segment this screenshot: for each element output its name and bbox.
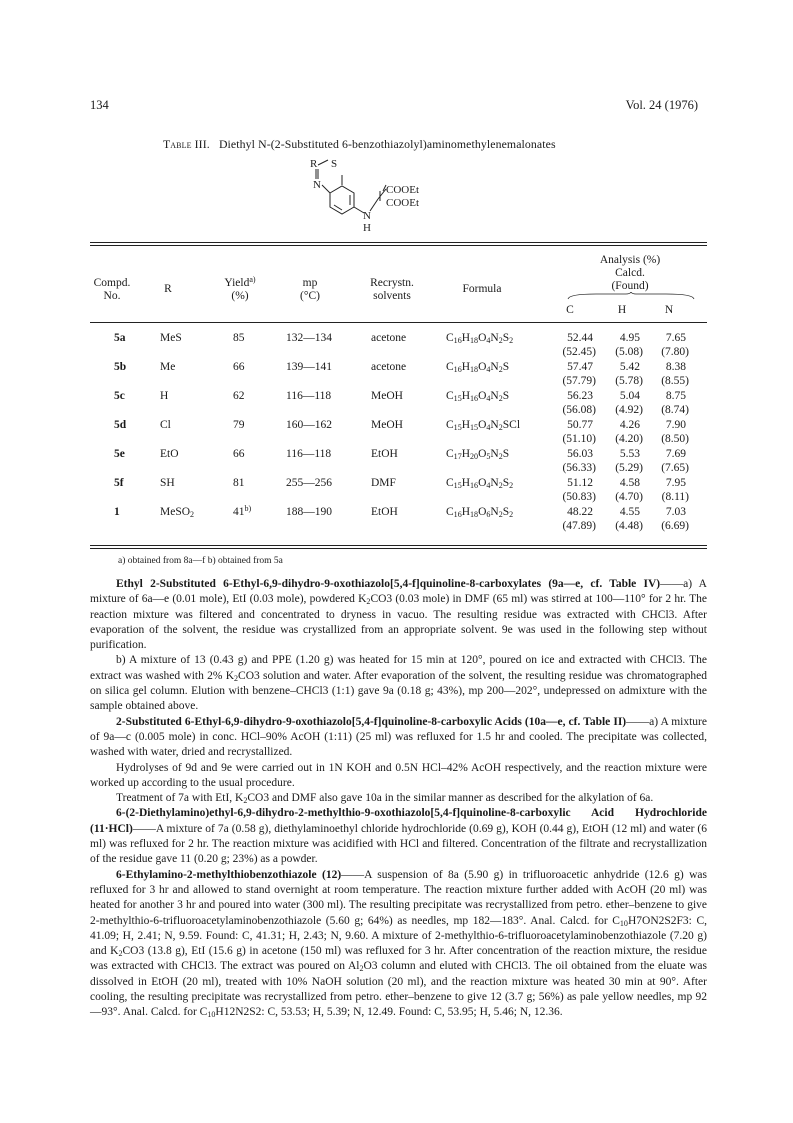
benzothiazole-structure [300,155,500,235]
row-solvent: acetone [371,361,407,373]
row-r: MeSO$_2$ [160,506,195,519]
row-found-c: (52.45) [562,346,596,358]
row-found-c: (57.79) [562,375,596,387]
row-r: EtO [160,448,179,460]
row-r: MeS [160,332,182,344]
mp-label: mp [302,277,318,289]
row-yield: 81 [233,477,245,489]
heading-12: 6-Ethylamino-2-methylthiobenzothiazole (12) [116,868,342,881]
compd-label: Compd. [93,277,131,289]
calcd-label: Calcd. [615,267,645,279]
row-formula: $C_{17}H_{20}O_5N_2S$ [446,448,510,461]
volume-label: Vol. 24 (1976) [625,98,698,112]
analysis-header [570,254,690,293]
row-found-n: (7.65) [661,462,689,474]
row-calcd-n: 7.03 [665,506,686,518]
row-calcd-c: 57.47 [567,361,593,373]
found-label: (Found) [611,280,649,292]
experimental-text [90,577,707,1021]
row-formula: $C_{15}H_{16}O_4N_2S$ [446,390,510,403]
analysis-label: Analysis (%) [599,254,661,266]
row-found-n: (8.50) [661,433,689,445]
row-calcd-c: 56.03 [567,448,593,460]
row-formula: $C_{15}H_{16}O_4N_2S_2$ [446,477,514,490]
struct-ester2: COOEt [386,197,419,209]
row-yield: 66 [233,361,245,373]
row-yield: 85 [233,332,245,344]
row-found-n: (8.74) [661,404,689,416]
table-bottom-rule [90,545,707,546]
row-compd-no: 5e [114,448,125,460]
h-header: H [617,304,627,316]
row-found-c: (51.10) [562,433,596,445]
row-calcd-n: 7.95 [665,477,686,489]
row-found-n: (7.80) [661,346,689,358]
table-top-rule [90,242,707,243]
row-yield: 66 [233,448,245,460]
recryst-label: Recrystn. [370,277,414,289]
row-yield: 62 [233,390,245,402]
para-10a-e [90,715,707,761]
compd-no-label: No. [103,290,121,302]
row-compd-no: 5d [114,419,127,431]
para-11-hcl [90,806,707,867]
row-found-h: (5.78) [615,375,643,387]
row-found-h: (5.08) [615,346,643,358]
row-calcd-h: 4.95 [619,332,640,344]
struct-n: N [313,179,321,191]
r-header: R [164,283,172,295]
n-header: N [664,304,674,316]
row-found-c: (50.83) [562,491,596,503]
row-calcd-h: 4.55 [619,506,640,518]
row-solvent: EtOH [371,448,398,460]
row-found-c: (56.33) [562,462,596,474]
row-calcd-n: 7.65 [665,332,686,344]
table-footnote: a) obtained from 8a—f b) obtained from 5a [118,556,283,566]
table-bottom-rule-2 [90,548,707,549]
row-mp: 188—190 [286,506,332,518]
row-compd-no: 5b [114,361,127,373]
recryst-header [362,277,422,303]
row-found-n: (8.11) [661,491,689,503]
para-9a-b: b) A mixture of 13 (0.43 g) and PPE (1.20 g) was heated for 15 min at 120°, poured on ice and extracted with CHCl3. The extract was washed with 2% $K_2CO3$ solution and water. After evaporation of the solvent, the resulting residue was chromatographed on silica gel column. Elution with benzene–CHCl3 (1:1) gave 9a (0.18 g; 43%), mp 200—202°, undepressed on admixture with the sample obtained above. [90,654,707,713]
row-mp: 160—162 [286,419,332,431]
row-formula: $C_{16}H_{18}O_4N_2S_2$ [446,332,514,345]
header-rule [90,322,707,323]
c-header: C [566,304,574,316]
struct-s: S [331,158,338,170]
row-calcd-c: 56.23 [567,390,593,402]
row-found-h: (4.92) [615,404,643,416]
running-header [90,98,698,114]
compd-header [92,277,132,303]
text-10a-e: ——a) A mixture of 9a—c (0.005 mole) in conc. HCl–90% AcOH (1:11) (25 ml) was refluxed for 1.5 hr and cooled. The precipitate was collected, washed with water, dried and recrystallized. [90,715,707,759]
para-12 [90,868,707,1021]
para-9a-e [90,577,707,653]
row-found-c: (47.89) [562,520,596,532]
row-solvent: acetone [371,332,407,344]
row-mp: 116—118 [286,390,332,402]
row-yield: 41$^{b)}$ [233,504,252,518]
table-title [163,137,556,152]
mp-unit: (°C) [300,290,320,302]
row-r: Cl [160,419,171,431]
analysis-brace [566,292,696,300]
row-solvent: MeOH [371,390,403,402]
row-solvent: EtOH [371,506,398,518]
row-r: SH [160,477,175,489]
yield-label: Yield [224,277,250,289]
yield-unit: (%) [231,290,249,302]
row-yield: 79 [233,419,245,431]
text-11-hcl: ——A mixture of 7a (0.58 g), diethylaminoethyl chloride hydrochloride (0.69 g), KOH (0.44 g), EtOH (12 ml) and water (6 ml) was refluxed for 2 hr. The reaction mixture was acidified with HCl and filtered. Concentration of the filtrate and recrystallization of the residue gave 11 (0.20 g; 23%) as a powder. [90,822,707,866]
row-calcd-h: 5.42 [619,361,640,373]
text-12: ——A suspension of 8a (5.90 g) in trifluoroacetic anhydride (12.6 g) was refluxed for 3 hr and allowed to stand overnight at room temperature. The reaction mixture further added with AcOH (20 ml) was heated for another 3 hr and poured into water (300 ml). The resulting precipitate was recrystallized from petro. ether–benzene to give 2-methylthio-6-trifluoroacetylaminobenzothiazole (5.60 g; 64%) as needles, mp 182—183°. Anal. Calcd. for $C_{10}H7ON2S2F3$: C, 41.09; H, 2.41; N, 9.59. Found: C, 41.31; H, 2.43; N, 9.60. A mixture of 2-methylthio-6-trifluoroacetylaminobenzothiazole (7.20 g) and $K_2CO3$ (13.8 g), EtI (15.6 g) in acetone (150 ml) was refluxed for 3 hr. After concentration of the reaction mixture, the residue was extracted with CHCl3. The extract was poured on $Al_2O3$ column and eluted with CHCl3. The oil obtained from the eluate was dissolved in EtOH (20 ml), treated with 10% NaOH solution (20 ml), and the reaction mixture was heated 30 min at 90°. After cooling, the resulting precipitate was recrystallized from petro. ether–benzene to give 12 (3.7 g; 56%) as pale yellow needles, mp 92—93°. Anal. Calcd. for $C_{10}H12N2S2$: C, 53.53; H, 5.39; N, 12.49. Found: C, 53.95; H, 5.46; N, 12.36. [90,868,708,1020]
row-compd-no: 1 [114,506,120,518]
row-found-h: (4.70) [615,491,643,503]
struct-nh-h: H [363,222,371,234]
row-calcd-h: 5.53 [619,448,640,460]
row-found-c: (56.08) [562,404,596,416]
row-mp: 116—118 [286,448,332,460]
row-r: Me [160,361,176,373]
yield-mark: a) [249,275,256,284]
mp-header [290,277,330,303]
struct-r: R [310,158,318,170]
table-top-rule-2 [90,245,707,246]
struct-nh-n: N [363,210,371,222]
para-treatment-7a: Treatment of 7a with EtI, $K_2CO3$ and DMF also gave 10a in the similar manner as described for the alkylation of 6a. [116,792,654,806]
struct-ester1: COOEt [386,184,419,196]
row-found-h: (4.20) [615,433,643,445]
text-9a-e: ——a) A mixture of 6a—e (0.01 mole), EtI (0.03 mole), powdered $K_2CO3$ (0.03 mole) in DMF (65 ml) was stirred at 100—110° for 2 hr. The reaction mixture was filtered and concentrated to dryness in vacuo. The resulting residue was extracted with CHCl3. After evaporation of the solvent, the residue was crystallized from an appropriate solvent. 9e was used in the following step without purification. [90,578,708,652]
row-calcd-c: 51.12 [567,477,593,489]
table-caption: Diethyl N-(2-Substituted 6-benzothiazolyl)aminomethylenemalonates [218,137,556,151]
formula-header: Formula [462,283,502,295]
row-formula: $C_{15}H_{15}O_4N_2SCl$ [446,419,521,432]
row-compd-no: 5a [114,332,126,344]
row-calcd-c: 48.22 [567,506,593,518]
row-calcd-n: 7.90 [665,419,686,431]
row-calcd-h: 4.26 [619,419,640,431]
row-found-n: (6.69) [661,520,689,532]
solvents-label: solvents [373,290,411,302]
row-solvent: DMF [371,477,396,489]
row-compd-no: 5c [114,390,125,402]
row-calcd-h: 5.04 [619,390,640,402]
row-found-h: (5.29) [615,462,643,474]
row-mp: 139—141 [286,361,332,373]
row-formula: $C_{16}H_{18}O_4N_2S$ [446,361,510,374]
page-number: 134 [90,98,109,112]
row-calcd-n: 7.69 [665,448,686,460]
yield-header [215,277,265,303]
heading-9a-e: Ethyl 2-Substituted 6-Ethyl-6,9-dihydro-9-oxothiazolo[5,4-f]quinoline-8-carboxylates (9a—e, cf. Table IV) [116,578,661,590]
row-calcd-n: 8.75 [665,390,686,402]
row-calcd-c: 50.77 [567,419,593,431]
row-compd-no: 5f [114,477,124,489]
row-solvent: MeOH [371,419,403,431]
row-calcd-h: 4.58 [619,477,640,489]
row-mp: 132—134 [286,332,332,344]
para-hydrolyses: Hydrolyses of 9d and 9e were carried out in 1N KOH and 0.5N HCl–42% AcOH respectively, and the reaction mixture were worked up according to the usual procedure. [90,761,707,789]
table-label: Table III. [163,137,210,151]
row-found-h: (4.48) [615,520,643,532]
row-r: H [160,390,169,402]
row-calcd-n: 8.38 [665,361,686,373]
heading-11-hcl: 6-(2-Diethylamino)ethyl-6,9-dihydro-2-methylthio-9-oxothiazolo[5,4-f]quinoline-8-carboxylic Acid Hydrochloride (11·HCl) [90,807,707,835]
row-found-n: (8.55) [661,375,689,387]
row-mp: 255—256 [286,477,332,489]
row-calcd-c: 52.44 [567,332,593,344]
row-formula: $C_{16}H_{18}O_6N_2S_2$ [446,506,514,519]
heading-10a-e: 2-Substituted 6-Ethyl-6,9-dihydro-9-oxothiazolo[5,4-f]quinoline-8-carboxylic Acids (10a—e, cf. Table II) [116,715,627,728]
